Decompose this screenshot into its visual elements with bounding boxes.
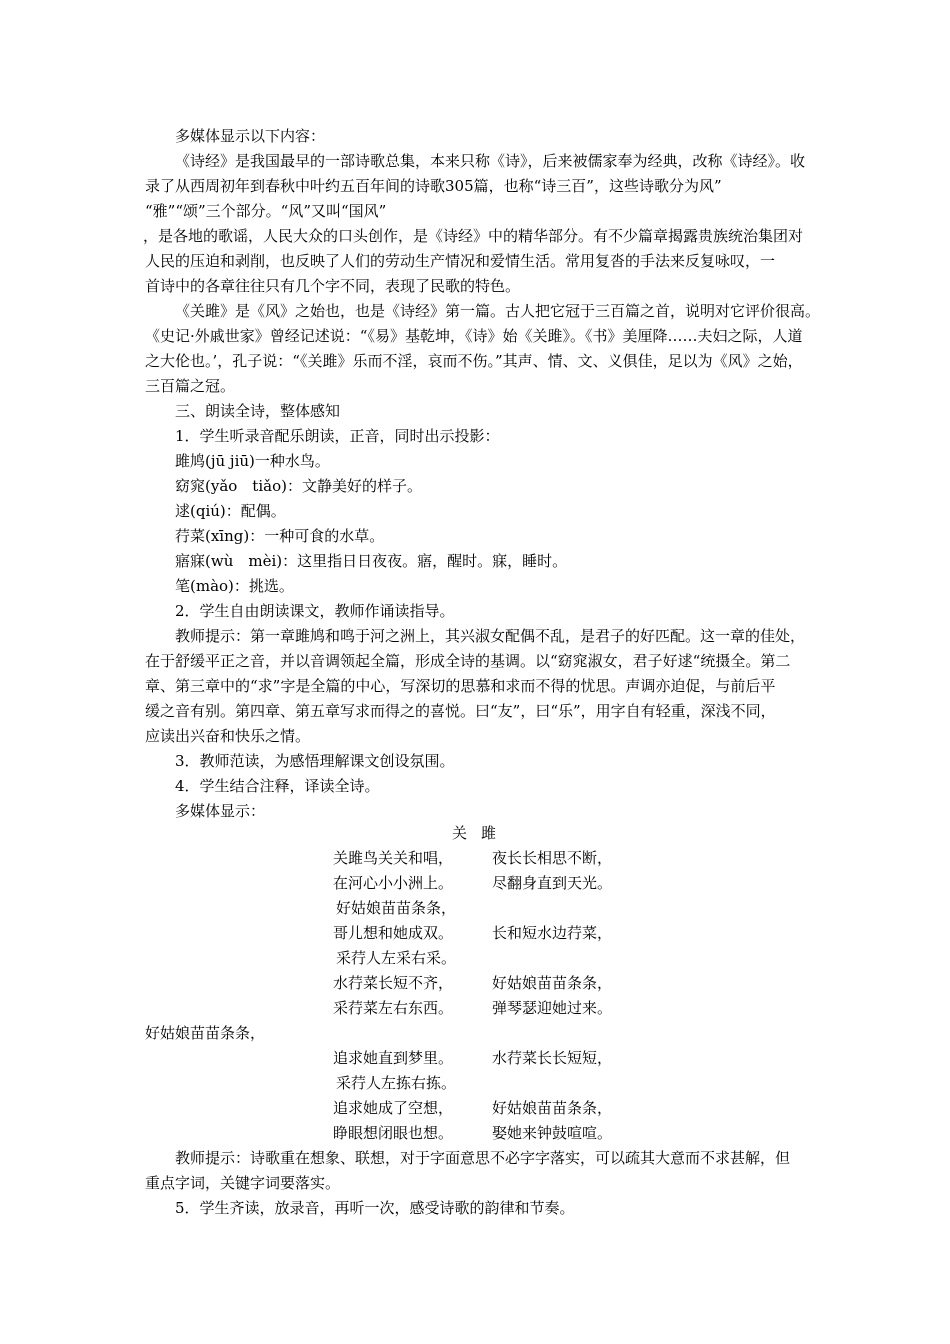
poem-line: 长和短水边荇菜， [492,924,613,942]
poem-line: 关雎鸟关关和唱， [333,849,454,867]
gloss-item: 荇菜(xīng)：一种可食的水草。 [175,527,385,545]
poem-line: 水荇菜长短不齐， [333,974,454,992]
poem-line: 采荇菜左右东西。 [333,999,454,1017]
poem-line: 弹琴瑟迎她过来。 [492,999,613,1017]
poem-title: 关雎 [452,824,511,842]
shijing-paragraph-line: “雅”“颂”三个部分。“风”又叫“国风” [145,202,387,220]
section-heading: 三、朗读全诗，整体感知 [175,402,341,420]
gloss-item: 寤寐(wù mèi)：这里指日日夜夜。寤，醒时。寐，睡时。 [175,552,568,570]
poem-line: 采荇人左拣右拣。 [336,1074,457,1092]
poem-line: 好姑娘苗苗条条， [492,1099,613,1117]
poem-line: 睁眼想闭眼也想。 [333,1124,454,1142]
poem-line: 尽翻身直到天光。 [492,874,613,892]
poem-line: 好姑娘苗苗条条， [336,899,457,917]
step-item: 1．学生听录音配乐朗读，正音，同时出示投影： [175,427,500,445]
teacher-tip-line: 章、第三章中的“求”字是全篇的中心，写深切的思慕和求而不得的忧思。声调亦迫促，与前后平 [145,677,776,695]
poem-line: 采荇人左采右采。 [336,949,457,967]
step-item: 2．学生自由朗读课文，教师作诵读指导。 [175,602,455,620]
guanju-paragraph-line: 《关雎》是《风》之始也，也是《诗经》第一篇。古人把它冠于三百篇之首，说明对它评价很高。 [175,302,821,320]
poem-line: 娶她来钟鼓喧喧。 [492,1124,613,1142]
gloss-item: 逑(qiú)：配偶。 [175,502,286,520]
poem-line: 在河心小小洲上。 [333,874,454,892]
shijing-paragraph-line: ，是各地的歌谣，人民大众的口头创作，是《诗经》中的精华部分。有不少篇章揭露贵族统治集团对 [143,227,804,245]
media-label: 多媒体显示： [175,802,266,820]
teacher-tip-line: 在于舒缓平正之音，并以音调领起全篇，形成全诗的基调。以“窈窕淑女，君子好逑“统摄全。第二 [145,652,791,670]
step-item: 5．学生齐读，放录音，再听一次，感受诗歌的韵律和节奏。 [175,1199,575,1217]
intro-section [143,124,821,824]
shijing-paragraph-line: 人民的压迫和剥削，也反映了人们的劳动生产情况和爱情生活。常用复沓的手法来反复咏叹，一 [145,252,776,270]
teacher-tip-line: 应读出兴奋和快乐之情。 [145,727,311,745]
gloss-item: 雎鸠(jū jiū)一种水鸟。 [175,452,330,470]
poem-line: 好姑娘苗苗条条， [492,974,613,992]
closing-section [145,1146,807,1221]
step-item: 4．学生结合注释，译读全诗。 [175,777,380,795]
shijing-paragraph-line: 首诗中的各章往往只有几个字不同，表现了民歌的特色。 [145,277,521,295]
shijing-paragraph-line: 录了从西周初年到春秋中叶约五百年间的诗歌305篇，也称“诗三百”，这些诗歌分为风” [145,177,722,195]
poem-line: 追求她直到梦里。 [333,1049,454,1067]
shijing-paragraph-line: 《诗经》是我国最早的一部诗歌总集，本来只称《诗》，后来被儒家奉为经典，改称《诗经》。收 [175,152,806,170]
guanju-paragraph-line: 三百篇之冠。 [145,377,236,395]
guanju-paragraph-line: 之大伦也。’，孔子说：“《关雎》乐而不淫，哀而不伤。”其声、情、文、义俱佳，足以为《风》之始， [145,352,803,370]
gloss-item: 窈窕(yǎo tiǎo)：文静美好的样子。 [175,477,422,495]
teacher-tip-line: 重点字词，关键字词要落实。 [145,1174,341,1192]
poem-line: 好姑娘苗苗条条， [145,1024,266,1042]
gloss-item: 笔(mào)：挑选。 [175,577,294,595]
poem-line: 水荇菜长长短短， [492,1049,613,1067]
teacher-tip-line: 教师提示：诗歌重在想象、联想，对于字面意思不必字字落实，可以疏其大意而不求甚解，但 [175,1149,791,1167]
teacher-tip-line: 教师提示：第一章雎鸠和鸣于河之洲上，其兴淑女配偶不乱，是君子的好匹配。这一章的佳处， [175,627,806,645]
media-label: 多媒体显示以下内容： [175,127,326,145]
poem-line: 追求她成了空想， [333,1099,454,1117]
teacher-tip-line: 缓之音有别。第四章、第五章写求而得之的喜悦。曰“友”，曰“乐”，用字自有轻重，深浅不同， [145,702,776,720]
step-item: 3．教师范读，为感悟理解课文创设氛围。 [175,752,455,770]
poem-line: 哥儿想和她成双。 [333,924,454,942]
poem-line: 夜长长相思不断， [492,849,613,867]
guanju-paragraph-line: 《史记·外戚世家》曾经记述说：“《易》基乾坤，《诗》始《关雎》。《书》美厘降……夫妇之际，人道 [145,327,803,345]
